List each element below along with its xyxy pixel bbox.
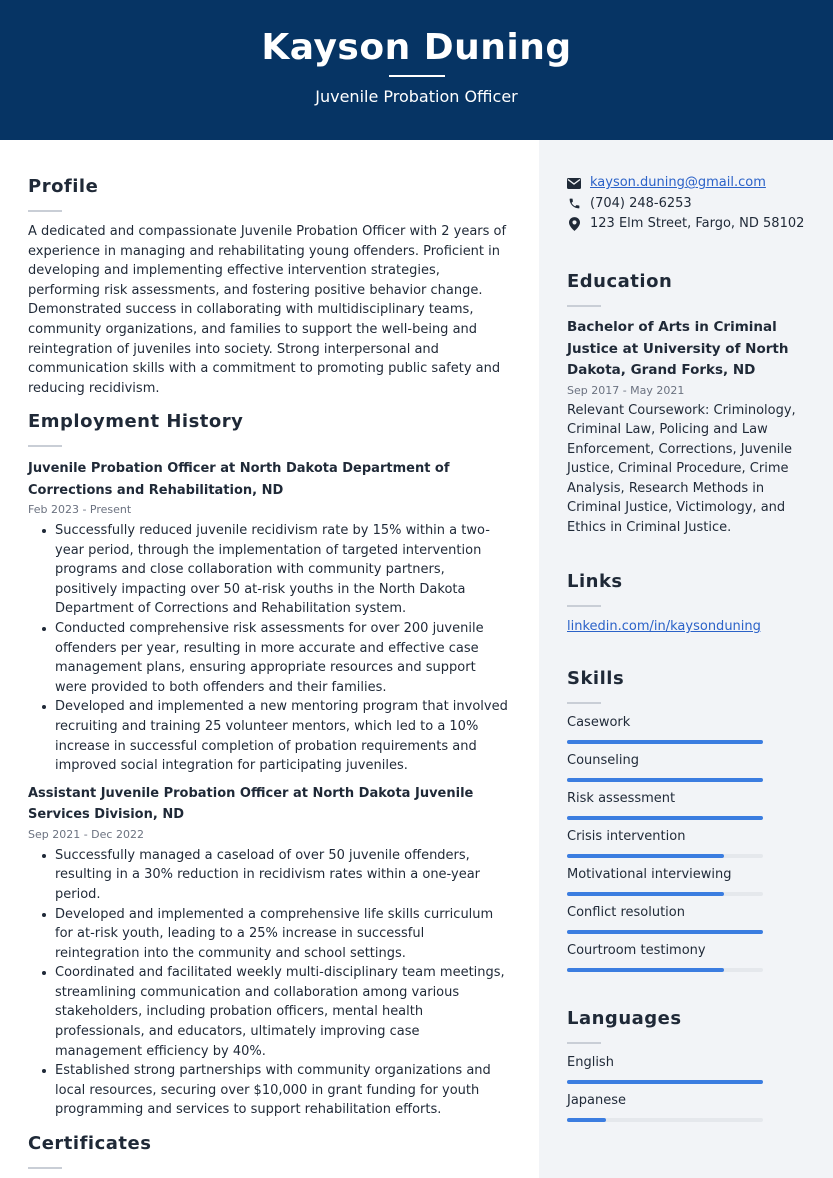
address: 123 Elm Street, Fargo, ND 58102 xyxy=(590,216,805,231)
skill-label: English xyxy=(567,1055,614,1070)
section-divider xyxy=(28,210,62,212)
job-title: Juvenile Probation Officer at North Dakota Department of Corrections and Rehabilitation, ND xyxy=(28,461,450,498)
skill-level-fill xyxy=(567,930,763,934)
contact-block xyxy=(567,173,817,235)
achievement-item: Conducted comprehensive risk assessments for over 200 juvenile offenders per year, resulting in more accurate and effective case management plans, ensuring appropriate resources and support were provided to both offenders and their families. xyxy=(28,619,508,697)
skill-level-bar xyxy=(567,930,763,934)
header-divider xyxy=(389,75,445,77)
skill-item xyxy=(567,1054,817,1092)
contact-address-row xyxy=(567,214,817,235)
phone-icon xyxy=(567,197,581,211)
skill-label: Conflict resolution xyxy=(567,905,685,920)
email-link[interactable]: kayson.duning@gmail.com xyxy=(590,175,766,190)
job-achievements xyxy=(28,846,508,1120)
achievement-item: Coordinated and facilitated weekly multi-disciplinary team meetings, streamlining communication and collaboration among various stakeholders, including probation officers, mental health professionals, and educators, ultimately improving case management efficiency by 40%. xyxy=(28,963,508,1061)
skill-label: Crisis intervention xyxy=(567,829,686,844)
contact-phone-row xyxy=(567,194,817,215)
skill-item xyxy=(567,714,817,752)
skill-level-fill xyxy=(567,892,724,896)
job-achievements xyxy=(28,521,508,776)
profile-section xyxy=(28,176,508,398)
job-dates: Sep 2021 - Dec 2022 xyxy=(28,827,144,841)
education-section xyxy=(567,271,817,538)
profile-summary: A dedicated and compassionate Juvenile Probation Officer with 2 years of experience in managing and rehabilitating young offenders. Proficient in developing and implementing effective intervention strategies, performing risk assessments, and fostering positive behavior change. Demonstrated success in collaborating with multidisciplinary teams, community organizations, and families to support the well-being and reintegration of juveniles into society. Strong interpersonal and communication skills with a commitment to promoting public safety and reducing recidivism. xyxy=(28,224,507,396)
skill-level-bar xyxy=(567,1080,763,1084)
achievement-item: Established strong partnerships with community organizations and local resources, securing over $10,000 in grant funding for youth programming and services to support rehabilitation efforts. xyxy=(28,1061,508,1120)
section-divider xyxy=(567,605,601,607)
skill-level-bar xyxy=(567,968,763,972)
skill-label: Counseling xyxy=(567,753,639,768)
skill-level-bar xyxy=(567,892,763,896)
languages-section xyxy=(567,1008,817,1130)
skill-level-fill xyxy=(567,778,763,782)
skill-level-fill xyxy=(567,1118,606,1122)
skill-label: Japanese xyxy=(567,1093,627,1108)
skill-label: Casework xyxy=(567,715,631,730)
candidate-name: Kayson Duning xyxy=(261,27,572,68)
section-title-links: Links xyxy=(567,571,623,592)
skill-level-bar xyxy=(567,778,763,782)
section-divider xyxy=(28,445,62,447)
skill-item xyxy=(567,1092,817,1130)
section-title-certificates: Certificates xyxy=(28,1133,152,1154)
skill-item xyxy=(567,904,817,942)
certificates-section xyxy=(28,1133,508,1169)
section-divider xyxy=(567,1042,601,1044)
section-divider xyxy=(567,702,601,704)
section-title-languages: Languages xyxy=(567,1008,682,1029)
candidate-job-title: Juvenile Probation Officer xyxy=(315,87,518,106)
achievement-item: Successfully managed a caseload of over 50 juvenile offenders, resulting in a 30% reduction in recidivism rates within a one-year period. xyxy=(28,846,508,905)
achievement-item: Successfully reduced juvenile recidivism rate by 15% within a two-year period, through the implementation of targeted intervention programs and close collaboration with community partners, positively impacting over 50 at-risk youths in the North Dakota Department of Corrections and Rehabilitation system. xyxy=(28,521,508,619)
skill-level-fill xyxy=(567,968,724,972)
map-pin-icon xyxy=(567,217,581,231)
skill-level-bar xyxy=(567,854,763,858)
achievement-item: Developed and implemented a new mentoring program that involved recruiting and training 25 volunteer mentors, which led to a 10% increase in successful completion of probation requirements and improved social integration for participating juveniles. xyxy=(28,697,508,775)
skill-item xyxy=(567,866,817,904)
links-section xyxy=(567,571,817,636)
languages-list xyxy=(567,1054,817,1130)
phone-number: (704) 248-6253 xyxy=(590,195,692,211)
section-title-skills: Skills xyxy=(567,668,625,689)
skills-list xyxy=(567,714,817,980)
skill-level-bar xyxy=(567,1118,763,1122)
employment-section xyxy=(28,411,508,1120)
skill-level-fill xyxy=(567,1080,763,1084)
skill-level-fill xyxy=(567,740,763,744)
section-title-employment: Employment History xyxy=(28,411,244,432)
degree-title: Bachelor of Arts in Criminal Justice at University of North Dakota, Grand Forks, ND xyxy=(567,319,789,378)
job-entry xyxy=(28,458,508,776)
skill-level-fill xyxy=(567,816,763,820)
skill-item xyxy=(567,752,817,790)
job-title: Assistant Juvenile Probation Officer at North Dakota Juvenile Services Division, ND xyxy=(28,785,474,823)
section-divider xyxy=(28,1167,62,1169)
achievement-item: Developed and implemented a comprehensive life skills curriculum for at-risk youth, leading to a 25% increase in successful reintegration into the community and school settings. xyxy=(28,905,508,964)
skill-level-bar xyxy=(567,740,763,744)
section-title-education: Education xyxy=(567,271,673,292)
skill-label: Courtroom testimony xyxy=(567,943,706,958)
section-title-profile: Profile xyxy=(28,176,99,197)
education-details: Relevant Coursework: Criminology, Criminal Law, Policing and Law Enforcement, Corrections, Juvenile Justice, Criminal Procedure, Crime Analysis, Research Methods in Criminal Justice, Victimology, and Ethics in Criminal Justice. xyxy=(567,402,796,536)
contact-email-row xyxy=(567,173,817,194)
job-entry xyxy=(28,783,508,1120)
skill-level-fill xyxy=(567,854,724,858)
linkedin-link[interactable]: linkedin.com/in/kaysonduning xyxy=(567,619,761,634)
section-divider xyxy=(567,305,601,307)
resume-header xyxy=(0,0,833,140)
skill-item xyxy=(567,828,817,866)
skill-item xyxy=(567,790,817,828)
skills-section xyxy=(567,668,817,980)
education-dates: Sep 2017 - May 2021 xyxy=(567,383,685,397)
skill-item xyxy=(567,942,817,980)
skill-label: Motivational interviewing xyxy=(567,867,732,882)
job-dates: Feb 2023 - Present xyxy=(28,503,132,516)
skill-label: Risk assessment xyxy=(567,791,676,806)
skill-level-bar xyxy=(567,816,763,820)
envelope-icon xyxy=(567,176,581,190)
